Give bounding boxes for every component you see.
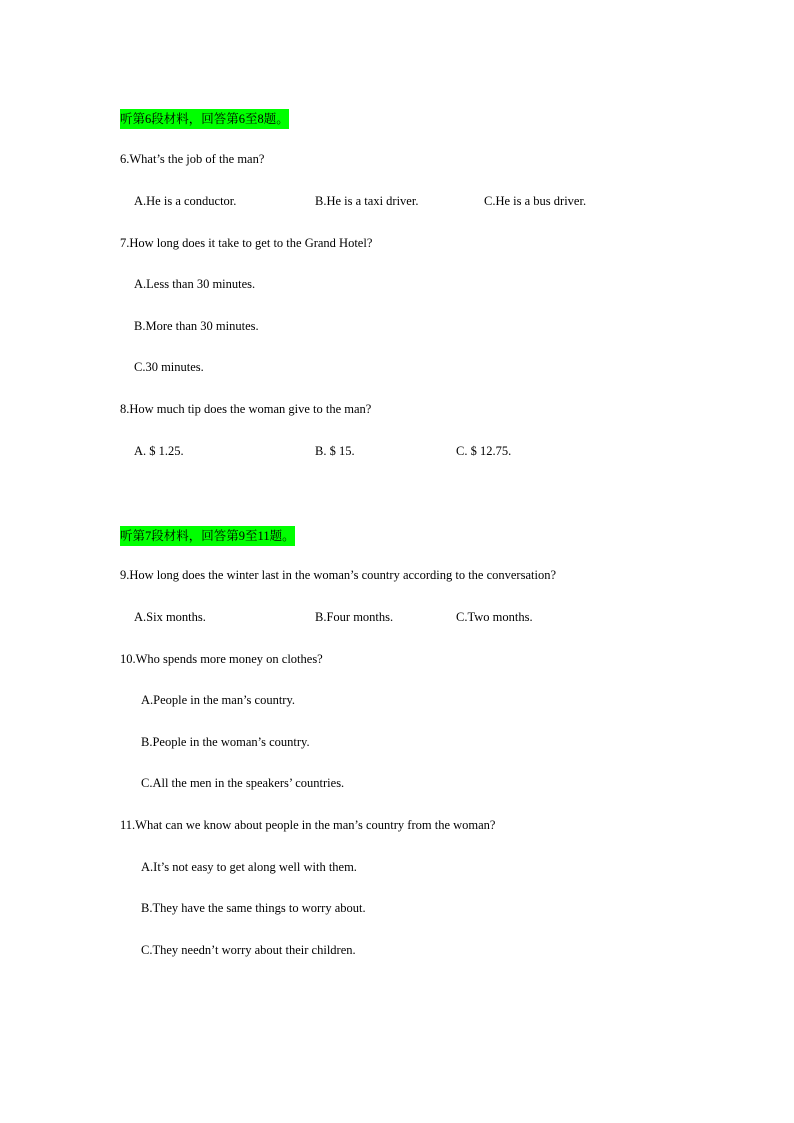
heading-part: 听第 [120,112,146,126]
answer-option: B.They have the same things to worry about. [141,901,366,915]
heading-part: 段材料，回答第 [151,112,239,126]
heading-part: 段材料，回答第 [151,529,239,543]
answer-option: B. $ 15. [315,444,355,458]
answer-option: C.30 minutes. [134,360,204,374]
heading-part: 至 [245,529,258,543]
heading-part: 至 [245,112,258,126]
heading-part: 题。 [263,112,289,126]
answer-option: A. $ 1.25. [134,444,184,458]
heading-part: 8 [257,112,264,126]
answer-option: B.He is a taxi driver. [315,194,419,208]
answer-option: A.Six months. [134,610,206,624]
question-stem: 8.How much tip does the woman give to the man? [120,402,372,416]
answer-option: A.Less than 30 minutes. [134,277,256,291]
answer-option: A.It’s not easy to get along well with them. [141,860,357,874]
heading-part: 6 [238,112,246,126]
heading-part: 听第 [120,529,146,543]
question-stem: 6.What’s the job of the man? [120,152,265,166]
question-stem: 7.How long does it take to get to the Grand Hotel? [120,236,373,250]
heading-part: 7 [145,529,152,543]
heading-part: 11 [257,529,270,543]
answer-option: B.People in the woman’s country. [141,735,310,749]
question-stem: 9.How long does the winter last in the woman’s country according to the conversation? [120,568,557,582]
answer-option: A.He is a conductor. [134,194,237,208]
answer-option: C. $ 12.75. [456,444,512,458]
section-heading-9-11 [120,526,295,546]
question-stem: 10.Who spends more money on clothes? [120,652,323,666]
section-heading-6-8 [120,109,289,129]
answer-option: B.Four months. [315,610,394,624]
answer-option: C.All the men in the speakers’ countries. [141,776,345,790]
question-stem: 11.What can we know about people in the man’s country from the woman? [120,818,496,832]
answer-option: A.People in the man’s country. [141,693,296,707]
answer-option: C.Two months. [456,610,533,624]
answer-option: C.They needn’t worry about their children. [141,943,356,957]
heading-part: 9 [238,529,246,543]
heading-part: 6 [145,112,152,126]
answer-option: C.He is a bus driver. [484,194,587,208]
heading-part: 题。 [269,529,295,543]
answer-option: B.More than 30 minutes. [134,319,259,333]
